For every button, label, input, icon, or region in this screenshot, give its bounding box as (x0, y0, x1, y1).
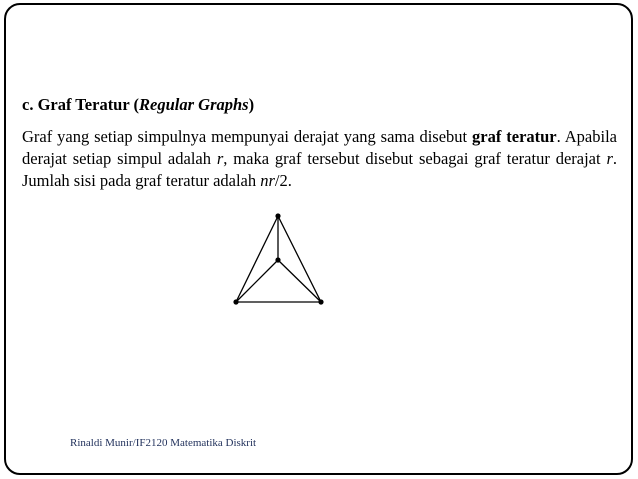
graph-edge (278, 216, 321, 302)
section-heading (22, 95, 254, 115)
graph-vertex (275, 257, 280, 262)
heading-suffix: ) (248, 95, 255, 114)
graph-edge (236, 260, 278, 302)
slide-footer: Rinaldi Munir/IF2120 Matematika Diskrit (70, 437, 257, 449)
para-text-3: , maka graf tersebut disebut sebagai graf teratur derajat (223, 149, 607, 168)
graph-vertex (233, 299, 238, 304)
definition-paragraph (22, 126, 617, 192)
para-text-2: . Apabila derajat setiap simpul adalah (22, 127, 617, 168)
graph-edge (236, 216, 278, 302)
var-nr: nr (260, 171, 275, 190)
graph-vertex (275, 213, 280, 218)
heading-prefix: c. Graf Teratur ( (22, 95, 140, 114)
term-graf-teratur: graf teratur (472, 127, 557, 146)
graph-vertex (318, 299, 323, 304)
var-r-1: r (216, 149, 224, 168)
para-text-1: Graf yang setiap simpulnya mempunyai derajat yang sama disebut (22, 127, 473, 146)
graph-edge (278, 260, 321, 302)
regular-graph-diagram (225, 205, 335, 310)
heading-italic: Regular Graphs (139, 95, 249, 114)
var-r-2: r (606, 149, 613, 168)
para-text-4: . Jumlah sisi pada graf teratur adalah (22, 149, 617, 190)
para-text-5: /2. (274, 171, 292, 190)
